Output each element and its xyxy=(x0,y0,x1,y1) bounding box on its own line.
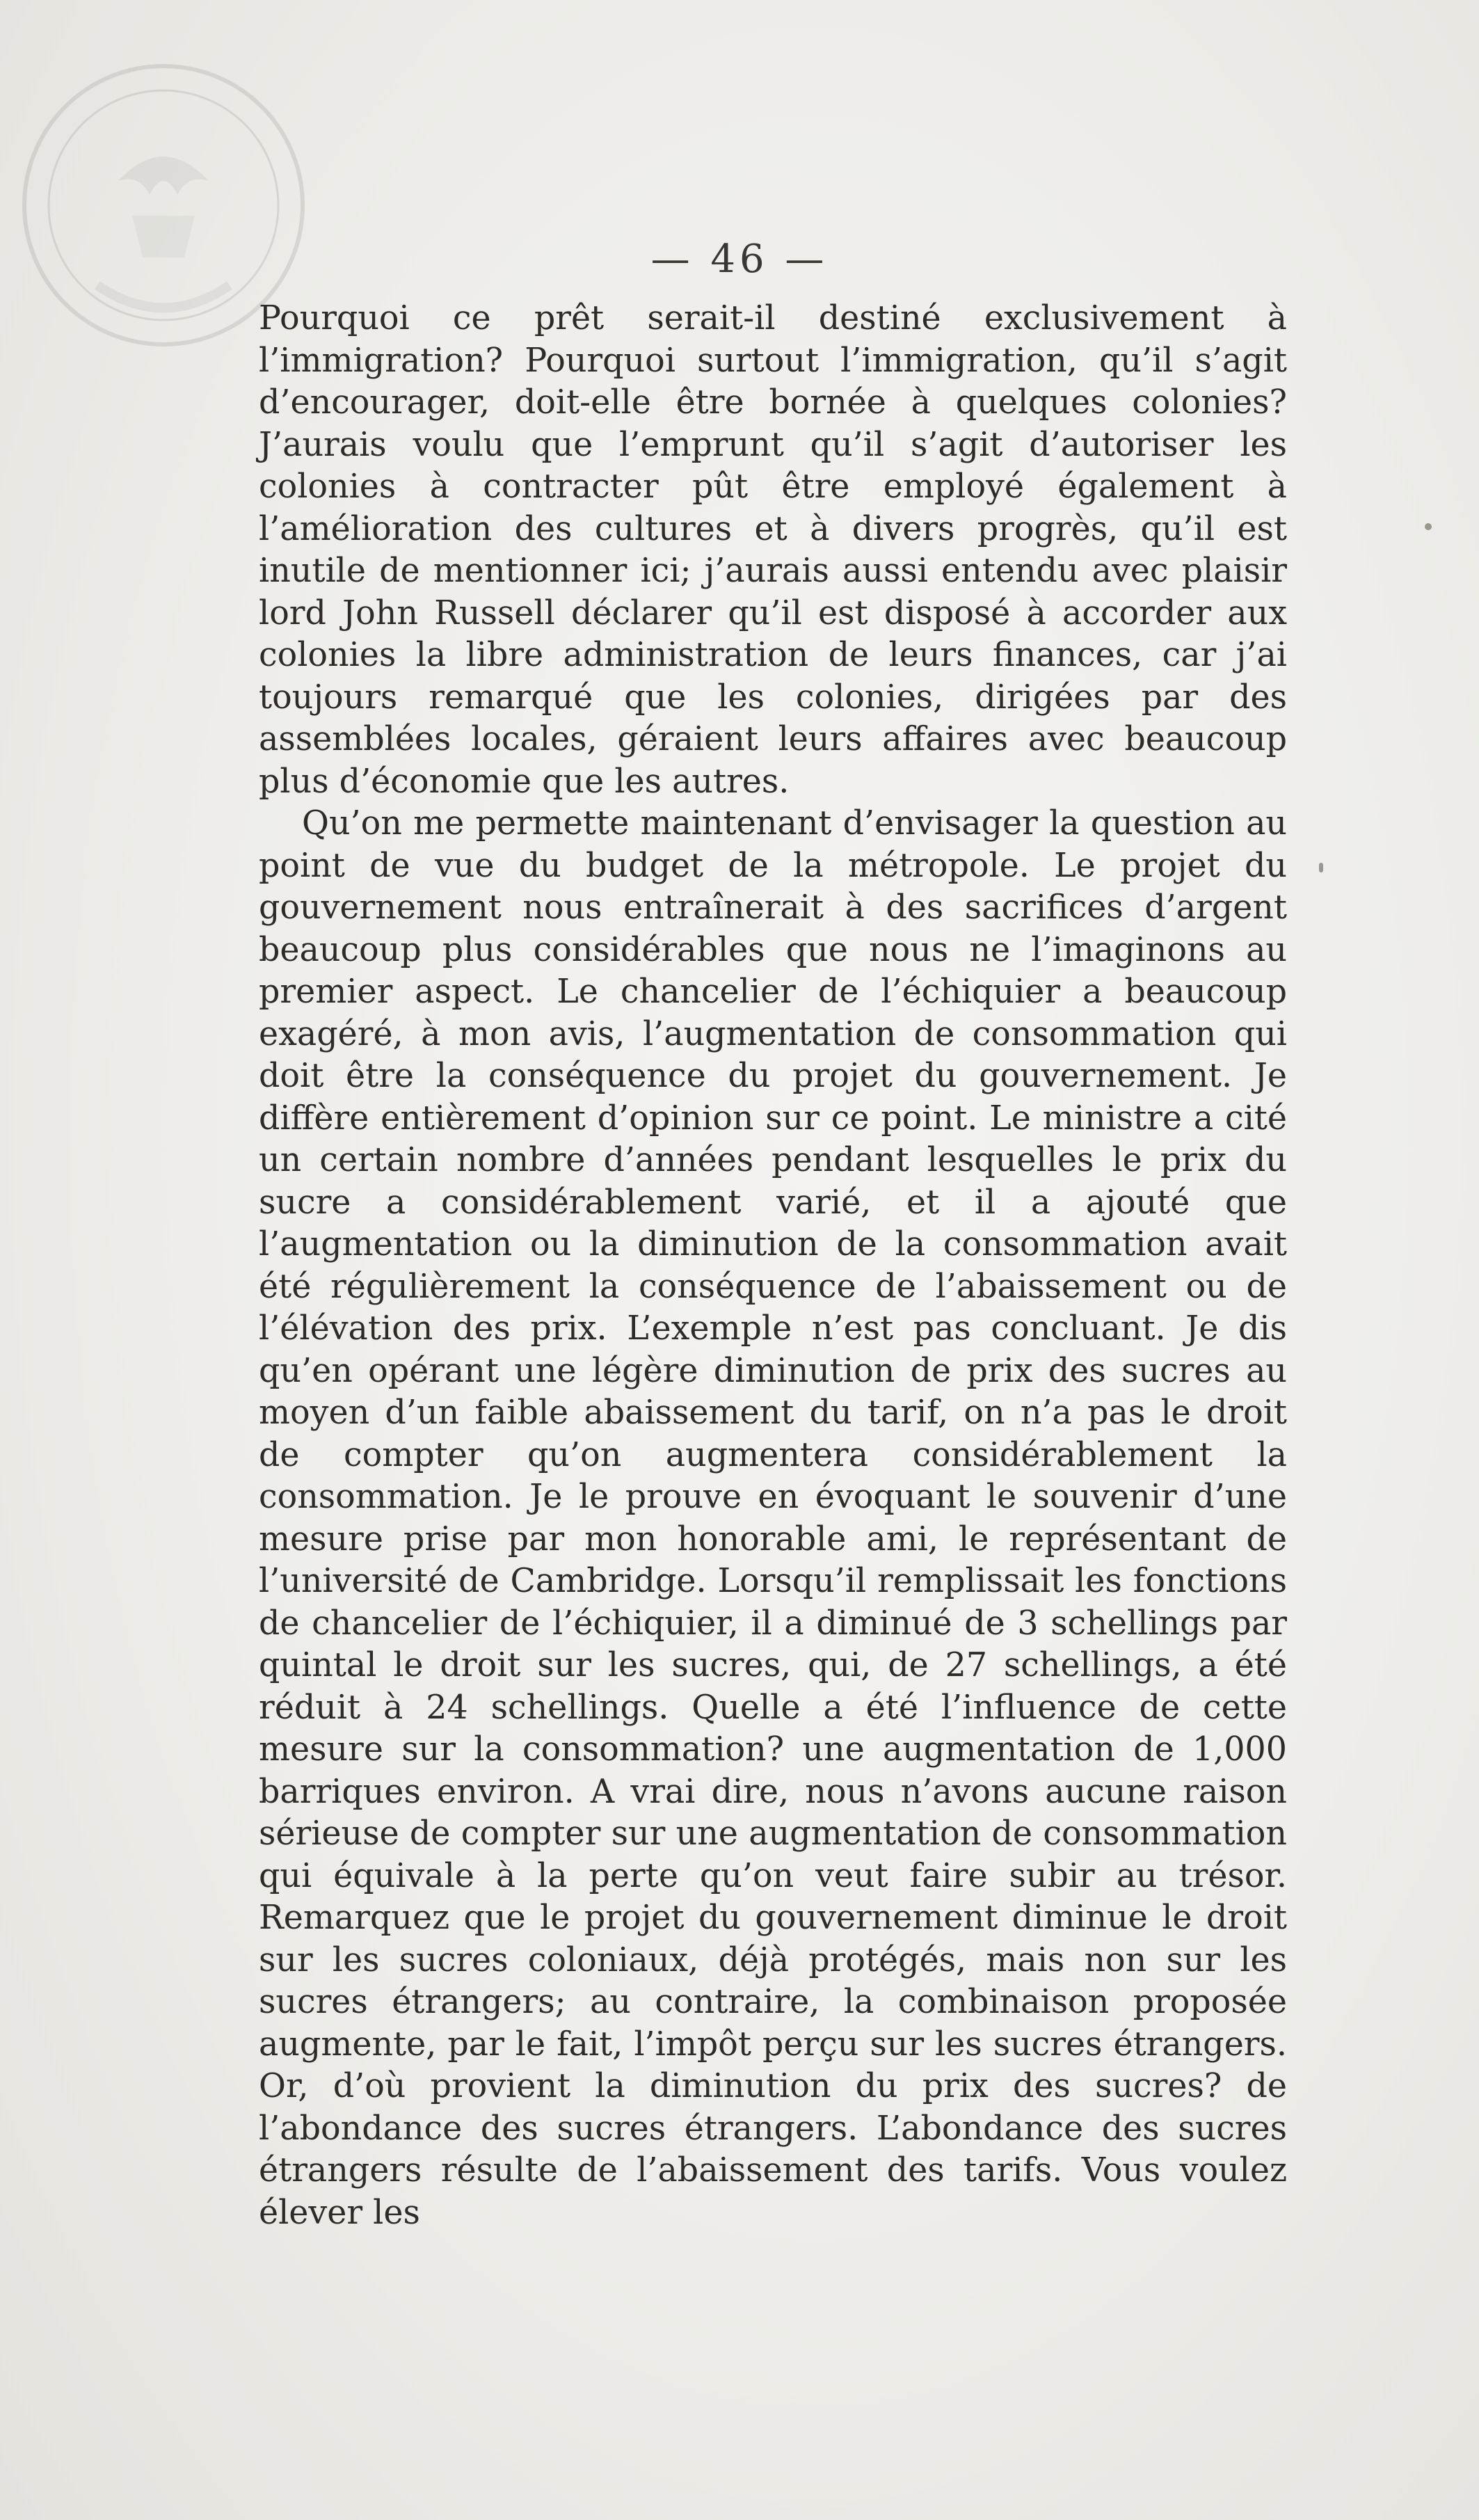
paper-speck xyxy=(1425,523,1432,530)
paragraph-2: Qu’on me permette maintenant d’envisager la question au point de vue du budget de la métropole. Le projet du gouvernement nous entraînerait à des sacrifices d’argent beaucoup plus considérables que nous ne l’imaginons au premier aspect. Le chancelier de l’échiquier a beaucoup exagéré, à mon avis, l’augmentation de consommation qui doit être la conséquence du projet du gouvernement. Je diffère entièrement d’opinion sur ce point. Le ministre a cité un certain nombre d’années pendant lesquelles le prix du sucre a considérablement varié, et il a ajouté que l’augmentation ou la diminution de la consommation avait été régulièrement la conséquence de l’abaissement ou de l’élévation des prix. L’exemple n’est pas concluant. Je dis qu’en opérant une légère diminution de prix des sucres au moyen d’un faible abaissement du tarif, on n’a pas le droit de compter qu’on augmentera considérablement la consommation. Je le prouve en évoquant le souvenir d’une mesure prise par mon honorable ami, le représentant de l’université de Cambridge. Lorsqu’il remplissait les fonctions de chancelier de l’échiquier, il a diminué de 3 schellings par quintal le droit sur les sucres, qui, de 27 schellings, a été réduit à 24 schellings. Quelle a été l’influence de cette mesure sur la consommation? une augmentation de 1,000 barriques environ. A vrai dire, nous n’avons aucune raison sérieuse de compter sur une augmentation de consommation qui équivale à la perte qu’on veut faire subir au trésor. Remarquez que le projet du gouvernement diminue le droit sur les sucres coloniaux, déjà protégés, mais non sur les sucres étrangers; au contraire, la combinaison proposée augmente, par le fait, l’impôt perçu sur les sucres étrangers. Or, d’où provient la diminution du prix des sucres? de l’abondance des sucres étrangers. L’abondance des sucres étrangers résulte de l’abaissement des tarifs. Vous voulez élever les xyxy=(259,804,1287,2232)
paragraph-1: Pourquoi ce prêt serait-il destiné exclusivement à l’immigration? Pourquoi surtout l’immigration, qu’il s’agit d’encourager, doit-elle être bornée à quelques colonies? J’aurais voulu que l’emprunt qu’il s’agit d’autoriser les colonies à contracter pût être employé également à l’amélioration des cultures et à divers progrès, qu’il est inutile de mentionner ici; j’aurais aussi entendu avec plaisir lord John Russell déclarer qu’il est disposé à accorder aux colonies la libre administration de leurs finances, car j’ai toujours remarqué que les colonies, dirigées par des assemblées locales, géraient leurs affaires avec beaucoup plus d’économie que les autres. xyxy=(259,299,1287,801)
body-text xyxy=(259,298,1287,2234)
paper-speck xyxy=(1319,863,1323,872)
page-number: — 46 — xyxy=(650,237,829,282)
